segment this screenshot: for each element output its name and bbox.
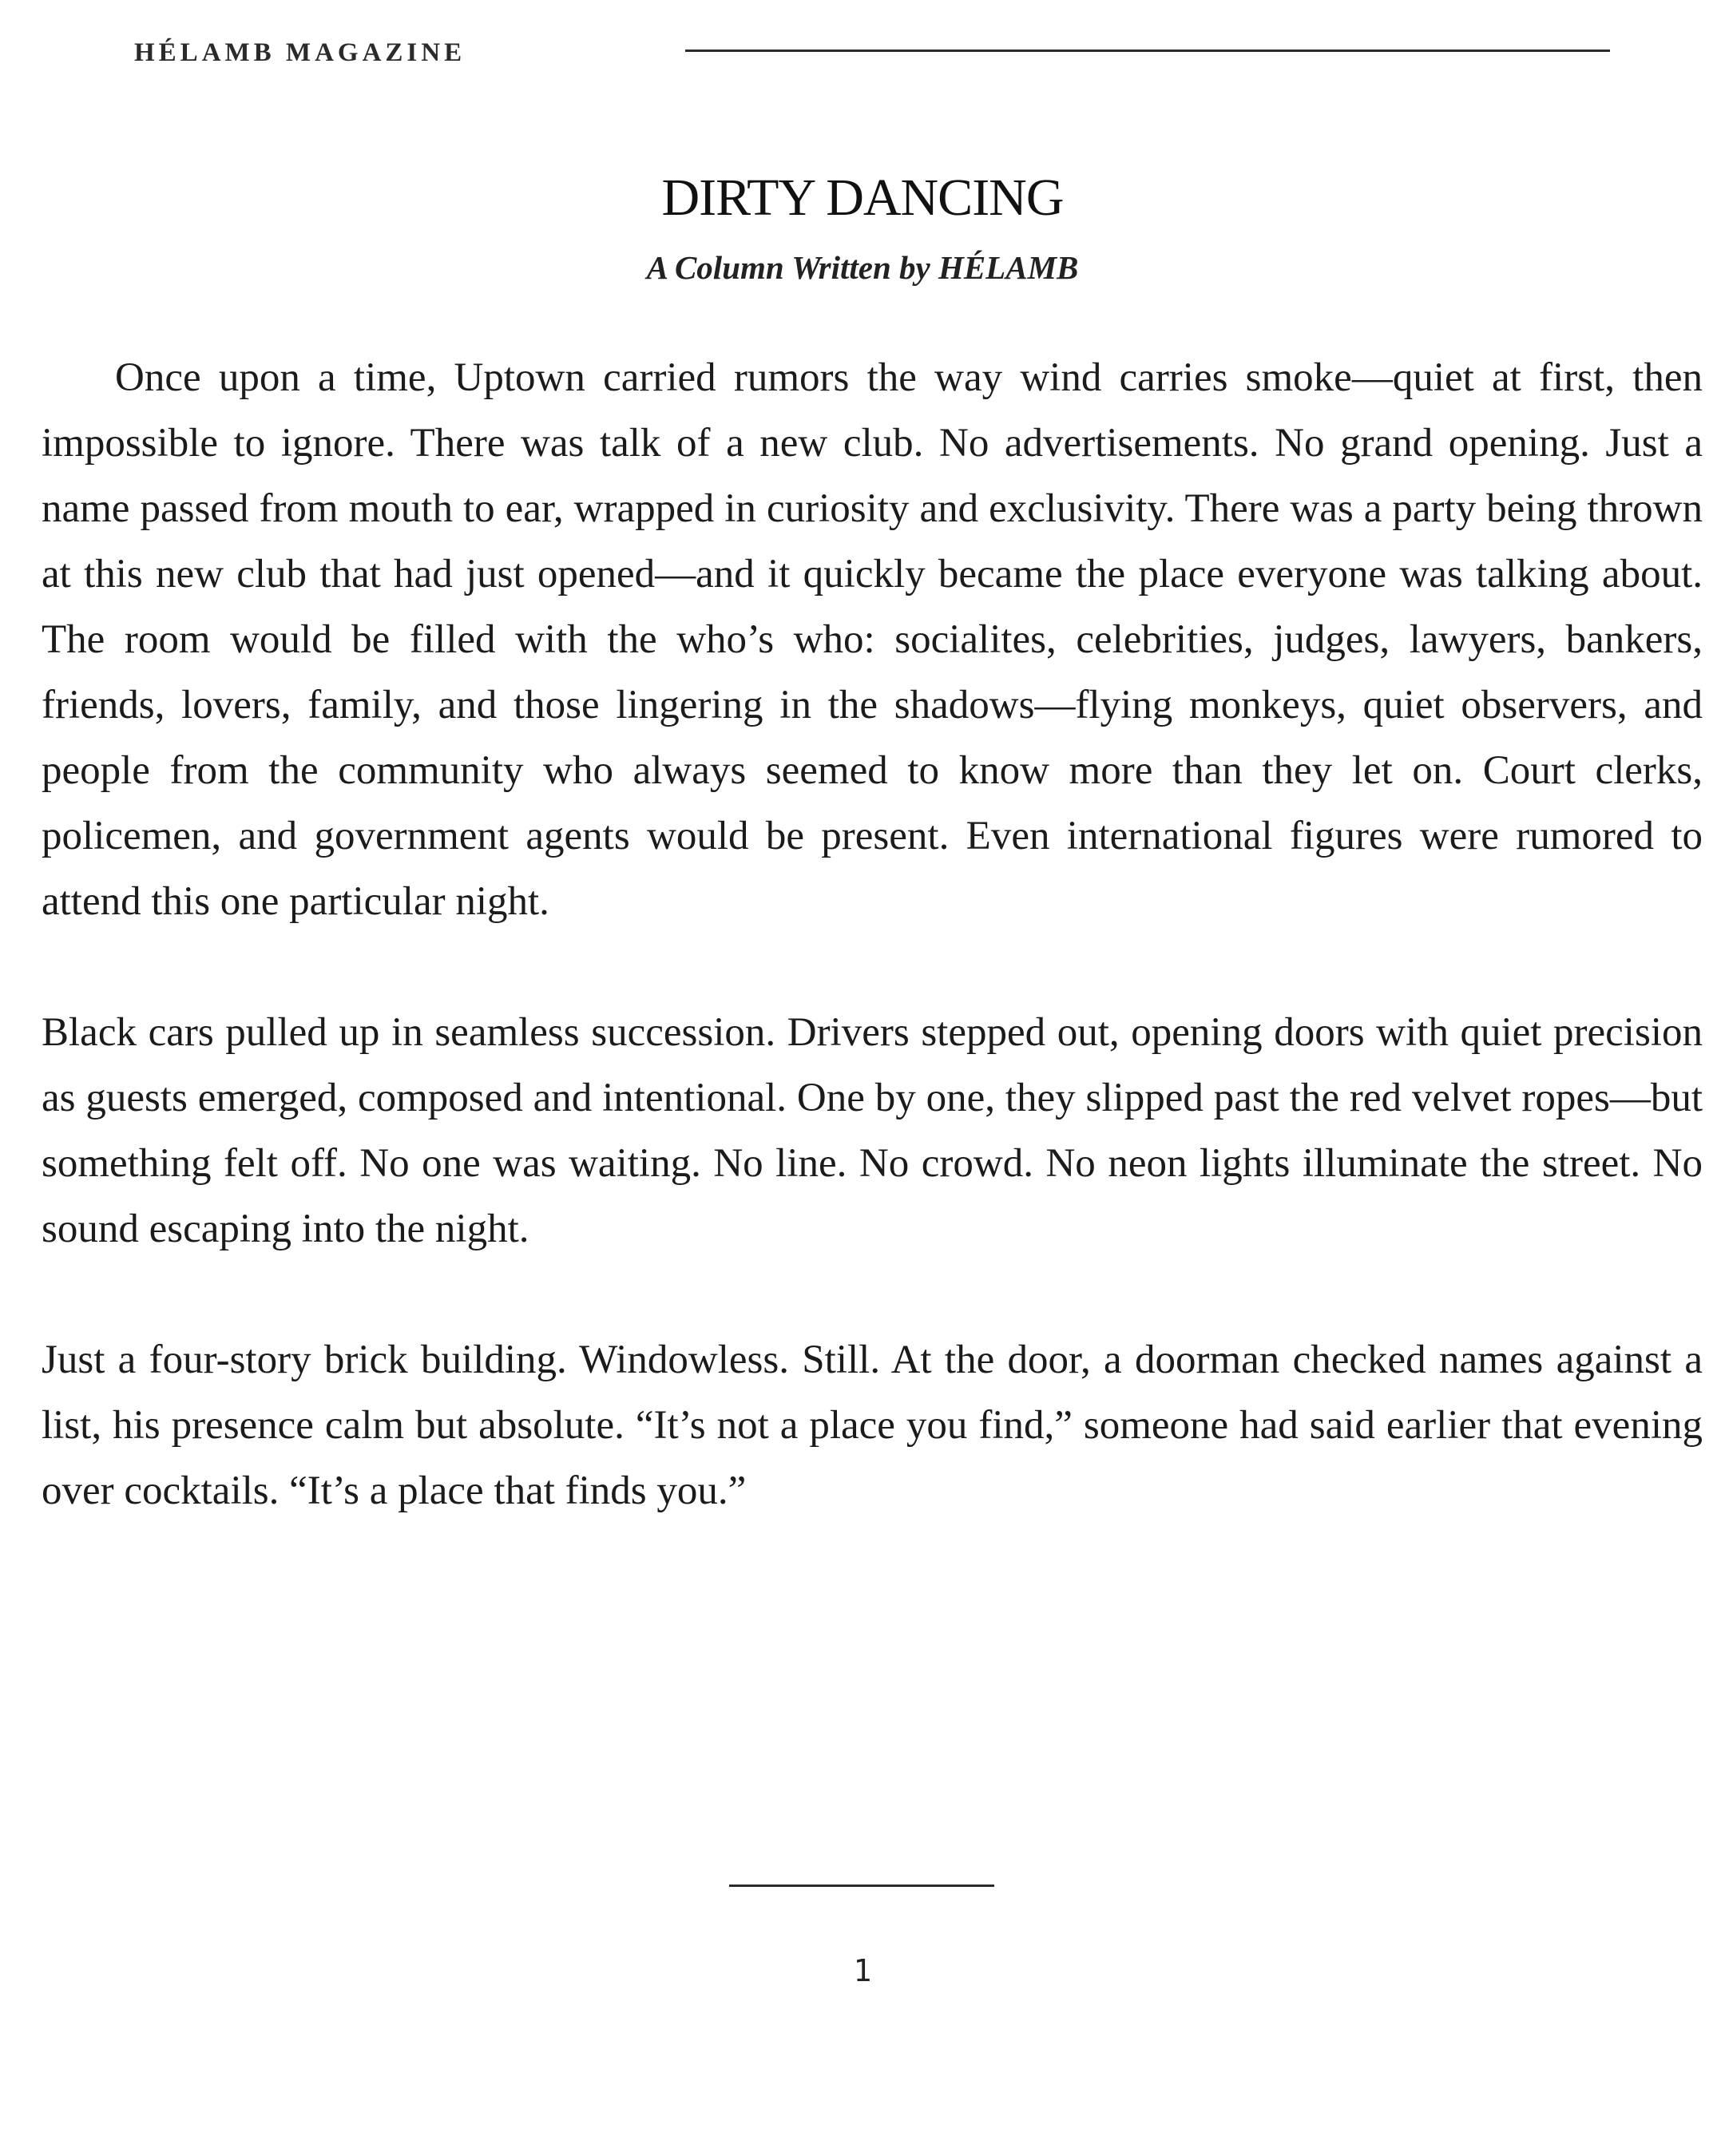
footer-divider [729, 1885, 994, 1887]
magazine-masthead: HÉLAMB MAGAZINE [134, 38, 466, 67]
article-body [42, 345, 1703, 1589]
article-paragraph: Just a four-story brick building. Windowless. Still. At the door, a doorman checked names against a list, his presence calm but absolute. “It’s not a place you find,” someone had said earlier that evening over cocktails. “It’s a place that finds you.” [42, 1338, 1703, 1513]
article-paragraph: Once upon a time, Uptown carried rumors the way wind carries smoke—quiet at first, then impossible to ignore. There was talk of a new club. No advertisements. No grand opening. Just a name passed from mouth to ear, wrapped in curiosity and exclusivity. There was a party being thrown at this new club that had just opened—and it quickly became the place everyone was talking about. The room would be filled with the who’s who: socialites, celebrities, judges, lawyers, bankers, friends, lovers, family, and those lingering in the shadows—flying monkeys, quiet observers, and people from the community who always seemed to know more than they let on. Court clerks, policemen, and government agents would be present. Even international figures were rumored to attend this one particular night. [42, 355, 1703, 924]
article-paragraph: Black cars pulled up in seamless succession. Drivers stepped out, opening doors with quiet precision as guests emerged, composed and intentional. One by one, they slipped past the red velvet ropes—but something felt off. No one was waiting. No line. No crowd. No neon lights illuminate the street. No sound escaping into the night. [42, 1010, 1703, 1251]
article-byline: A Column Written by HÉLAMB [646, 249, 1079, 286]
article-title: DIRTY DANCING [661, 168, 1064, 227]
page-number: 1 [853, 1953, 872, 1988]
header-divider [685, 50, 1610, 52]
